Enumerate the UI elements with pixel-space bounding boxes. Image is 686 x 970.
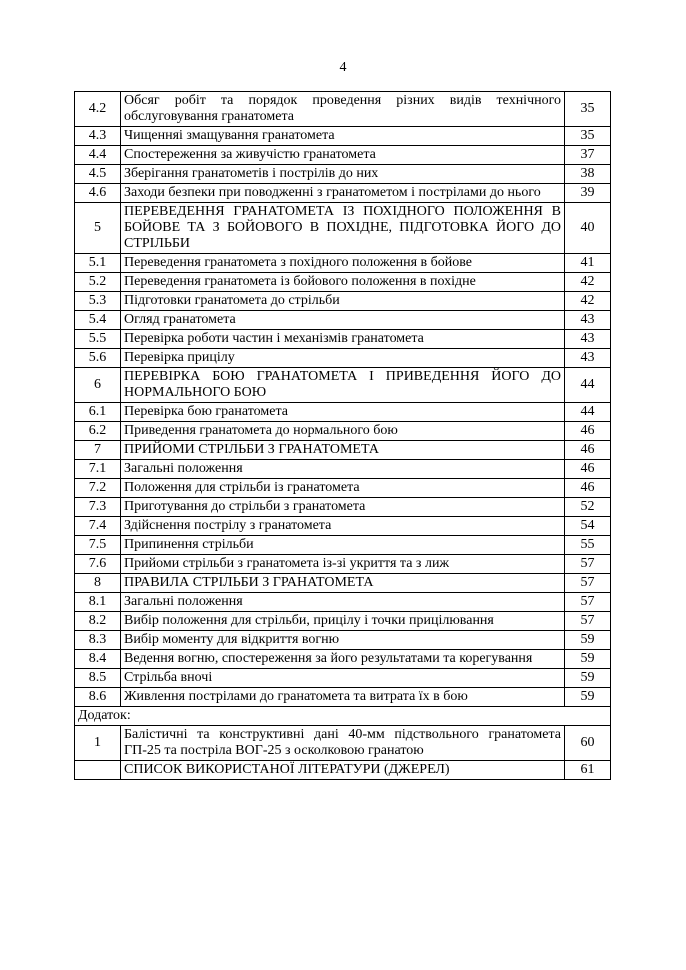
page-number: 4 xyxy=(339,60,347,75)
section-title: Огляд гранатомета xyxy=(121,311,565,330)
page-ref: 55 xyxy=(565,536,611,555)
page-ref: 44 xyxy=(565,403,611,422)
section-number: 8.5 xyxy=(75,669,121,688)
section-title: Вибір моменту для відкриття вогню xyxy=(121,631,565,650)
section-title: Стрільба вночі xyxy=(121,669,565,688)
section-title: Перевірка роботи частин і механізмів гранатомета xyxy=(121,330,565,349)
section-title: Живлення пострілами до гранатомета та витрата їх в бою xyxy=(121,688,565,707)
page-ref: 59 xyxy=(565,688,611,707)
appendix-label-row xyxy=(75,707,611,726)
toc-row xyxy=(75,631,611,650)
section-number: 7.2 xyxy=(75,479,121,498)
section-number: 5.1 xyxy=(75,254,121,273)
toc-row xyxy=(75,441,611,460)
section-number: 5.3 xyxy=(75,292,121,311)
page-ref: 42 xyxy=(565,273,611,292)
page-ref: 46 xyxy=(565,441,611,460)
page-ref: 59 xyxy=(565,631,611,650)
section-number: 4.3 xyxy=(75,127,121,146)
section-number: 5 xyxy=(75,203,121,254)
page-ref: 41 xyxy=(565,254,611,273)
page-ref: 57 xyxy=(565,555,611,574)
section-number: 5.5 xyxy=(75,330,121,349)
section-title: Обсяг робіт та порядок проведення різних видів технічного обслуговування гранатомета xyxy=(121,92,565,127)
page-ref: 40 xyxy=(565,203,611,254)
toc-row xyxy=(75,273,611,292)
toc-row xyxy=(75,292,611,311)
toc-row xyxy=(75,349,611,368)
section-title: Приведення гранатомета до нормального бою xyxy=(121,422,565,441)
page-ref: 46 xyxy=(565,460,611,479)
toc-row xyxy=(75,146,611,165)
page-ref: 43 xyxy=(565,311,611,330)
page-ref: 35 xyxy=(565,127,611,146)
page-ref: 42 xyxy=(565,292,611,311)
section-title: ПЕРЕВІРКА БОЮ ГРАНАТОМЕТА І ПРИВЕДЕННЯ ЙОГО ДО НОРМАЛЬНОГО БОЮ xyxy=(121,368,565,403)
section-title: Перевірка прицілу xyxy=(121,349,565,368)
page-ref: 57 xyxy=(565,593,611,612)
toc-row xyxy=(75,761,611,780)
toc-row xyxy=(75,669,611,688)
toc-row xyxy=(75,517,611,536)
section-title: Переведення гранатомета з похідного положення в бойове xyxy=(121,254,565,273)
toc-row xyxy=(75,127,611,146)
section-title: Прийоми стрільби з гранатомета із-зі укриття та з лиж xyxy=(121,555,565,574)
section-title: Здійснення пострілу з гранатомета xyxy=(121,517,565,536)
section-title: Положення для стрільби із гранатомета xyxy=(121,479,565,498)
section-title: Заходи безпеки при поводженні з гранатометом і пострілами до нього xyxy=(121,184,565,203)
section-title: ПЕРЕВЕДЕННЯ ГРАНАТОМЕТА ІЗ ПОХІДНОГО ПОЛОЖЕННЯ В БОЙОВЕ ТА З БОЙОВОГО В ПОХІДНЕ, ПІДГОТОВКА ЙОГО ДО СТРІЛЬБИ xyxy=(121,203,565,254)
section-title: Загальні положення xyxy=(121,460,565,479)
section-number: 6.1 xyxy=(75,403,121,422)
appendix-label: Додаток: xyxy=(75,707,611,726)
section-title: Вибір положення для стрільби, прицілу і точки прицілювання xyxy=(121,612,565,631)
section-number: 7 xyxy=(75,441,121,460)
section-number: 8.2 xyxy=(75,612,121,631)
page-ref: 43 xyxy=(565,349,611,368)
section-number: 7.5 xyxy=(75,536,121,555)
page-ref: 35 xyxy=(565,92,611,127)
toc-row xyxy=(75,92,611,127)
section-title: Спостереження за живучістю гранатомета xyxy=(121,146,565,165)
section-number: 8 xyxy=(75,574,121,593)
section-title: Ведення вогню, спостереження за його результатами та корегування xyxy=(121,650,565,669)
toc-row xyxy=(75,536,611,555)
section-number: 4.4 xyxy=(75,146,121,165)
section-title: Перевірка бою гранатомета xyxy=(121,403,565,422)
section-title: Загальні положення xyxy=(121,593,565,612)
toc-row xyxy=(75,593,611,612)
page-ref: 37 xyxy=(565,146,611,165)
section-title: Припинення стрільби xyxy=(121,536,565,555)
section-number: 4.5 xyxy=(75,165,121,184)
page-ref: 59 xyxy=(565,669,611,688)
toc-row xyxy=(75,422,611,441)
section-number: 7.4 xyxy=(75,517,121,536)
page-ref: 44 xyxy=(565,368,611,403)
page-ref: 61 xyxy=(565,761,611,780)
page-ref: 39 xyxy=(565,184,611,203)
page-ref: 60 xyxy=(565,726,611,761)
section-number: 8.1 xyxy=(75,593,121,612)
toc-row xyxy=(75,688,611,707)
section-number: 8.3 xyxy=(75,631,121,650)
toc-row xyxy=(75,165,611,184)
section-title: Приготування до стрільби з гранатомета xyxy=(121,498,565,517)
section-number: 7.3 xyxy=(75,498,121,517)
toc-row xyxy=(75,650,611,669)
section-number: 7.1 xyxy=(75,460,121,479)
page-ref: 38 xyxy=(565,165,611,184)
section-title: ПРИЙОМИ СТРІЛЬБИ З ГРАНАТОМЕТА xyxy=(121,441,565,460)
page-ref: 59 xyxy=(565,650,611,669)
toc-row xyxy=(75,203,611,254)
section-number xyxy=(75,761,121,780)
toc-row xyxy=(75,460,611,479)
section-number: 6.2 xyxy=(75,422,121,441)
page-ref: 46 xyxy=(565,422,611,441)
section-number: 4.2 xyxy=(75,92,121,127)
toc-row xyxy=(75,330,611,349)
section-number: 4.6 xyxy=(75,184,121,203)
toc-row xyxy=(75,726,611,761)
section-title: Балістичні та конструктивні дані 40-мм підствольного гранатомета ГП-25 та пострілa ВОГ-25 з осколковою гранатою xyxy=(121,726,565,761)
toc-row xyxy=(75,498,611,517)
section-number: 7.6 xyxy=(75,555,121,574)
section-title: Переведення гранатомета із бойового положення в похідне xyxy=(121,273,565,292)
section-number: 8.4 xyxy=(75,650,121,669)
toc-row xyxy=(75,368,611,403)
toc-row xyxy=(75,555,611,574)
table-of-contents xyxy=(74,91,611,780)
section-title: Зберігання гранатометів і пострілів до них xyxy=(121,165,565,184)
section-title: Підготовки гранатомета до стрільби xyxy=(121,292,565,311)
section-number: 8.6 xyxy=(75,688,121,707)
toc-row xyxy=(75,479,611,498)
page-ref: 46 xyxy=(565,479,611,498)
page-ref: 57 xyxy=(565,574,611,593)
section-number: 5.2 xyxy=(75,273,121,292)
toc-row xyxy=(75,403,611,422)
section-number: 1 xyxy=(75,726,121,761)
page-ref: 54 xyxy=(565,517,611,536)
section-number: 6 xyxy=(75,368,121,403)
toc-body xyxy=(75,92,611,780)
section-number: 5.6 xyxy=(75,349,121,368)
toc-row xyxy=(75,254,611,273)
page-ref: 43 xyxy=(565,330,611,349)
toc-row xyxy=(75,311,611,330)
page-ref: 57 xyxy=(565,612,611,631)
page-ref: 52 xyxy=(565,498,611,517)
section-title: Чищенняі змащування гранатомета xyxy=(121,127,565,146)
toc-row xyxy=(75,574,611,593)
toc-row xyxy=(75,612,611,631)
section-title: ПРАВИЛА СТРІЛЬБИ З ГРАНАТОМЕТА xyxy=(121,574,565,593)
section-number: 5.4 xyxy=(75,311,121,330)
section-title: СПИСОК ВИКОРИСТАНОЇ ЛІТЕРАТУРИ (ДЖЕРЕЛ) xyxy=(121,761,565,780)
toc-row xyxy=(75,184,611,203)
